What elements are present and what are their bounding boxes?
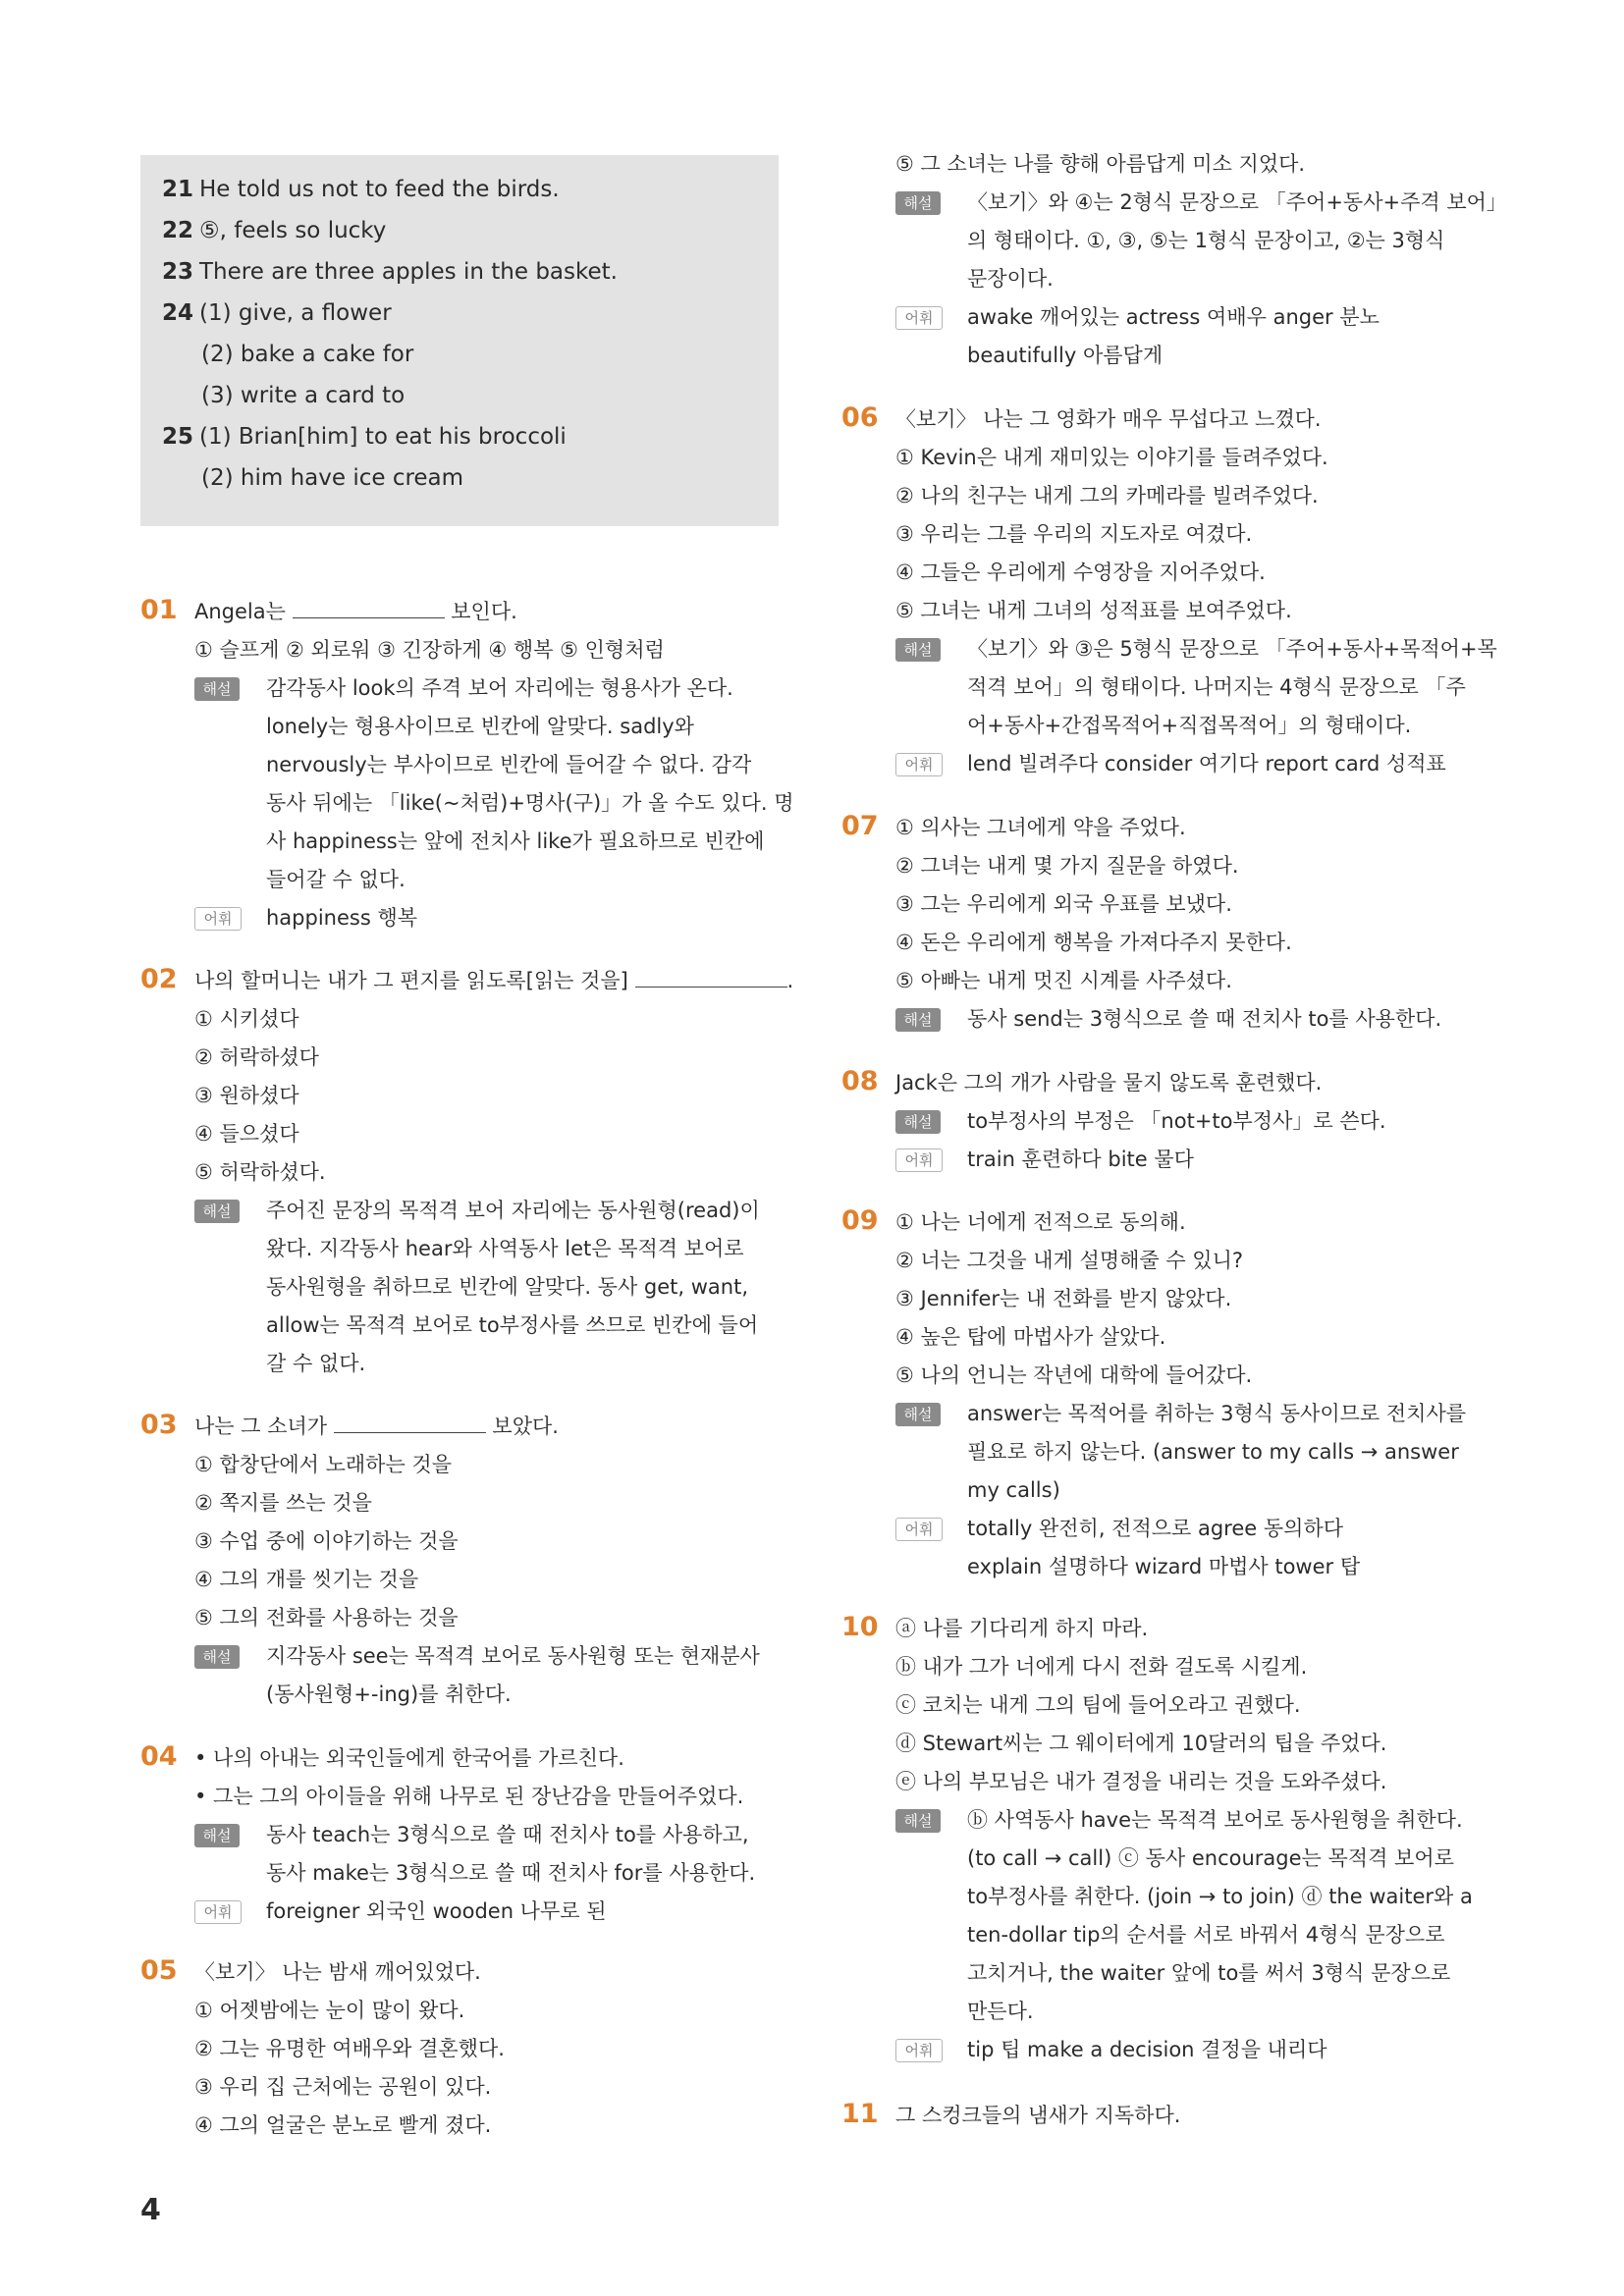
option: ⓔ 나의 부모님은 내가 결정을 내리는 것을 도와주셨다.	[895, 1770, 1387, 1793]
explanation-line: 들어갈 수 없다.	[266, 868, 406, 891]
explanation-line: nervously는 부사이므로 빈칸에 들어갈 수 없다. 감각	[266, 753, 752, 776]
question-number: 03	[140, 1410, 178, 1440]
explanation-line: 적격 보어」의 형태이다. 나머지는 4형식 문장으로 「주	[967, 675, 1466, 699]
explanation-line: 감각동사 look의 주격 보어 자리에는 형용사가 온다.	[266, 676, 733, 700]
vocab-tag: 어휘	[194, 1900, 242, 1924]
answer-24-3: (3) write a card to	[201, 383, 406, 408]
option: ⑤ 그녀는 내게 그녀의 성적표를 보여주었다.	[895, 599, 1292, 622]
explanation-line: 동사 teach는 3형식으로 쓸 때 전치사 to를 사용하고,	[266, 1823, 749, 1846]
option: ① Kevin은 내게 재미있는 이야기를 들려주었다.	[895, 446, 1328, 469]
vocab-line: awake 깨어있는 actress 여배우 anger 분노	[967, 305, 1380, 329]
answer-25: 25 (1) Brian[him] to eat his broccoli	[162, 424, 567, 450]
explanation-tag: 해설	[194, 1824, 240, 1847]
question-number: 01	[140, 595, 178, 625]
option: ② 그는 유명한 여배우와 결혼했다.	[194, 2037, 505, 2060]
explanation-line: 문장이다.	[967, 267, 1054, 291]
explanation-tag: 해설	[194, 1200, 240, 1223]
option: ② 나의 친구는 내게 그의 카메라를 빌려주었다.	[895, 484, 1319, 507]
option: ⑤ 아빠는 내게 멋진 시계를 사주셨다.	[895, 969, 1232, 992]
vocab-line: tip 팁 make a decision 결정을 내리다	[967, 2038, 1327, 2061]
explanation-line: 갈 수 없다.	[266, 1352, 366, 1375]
explanation-line: 지각동사 see는 목적격 보어로 동사원형 또는 현재분사	[266, 1644, 760, 1668]
explanation-line: 동사원형을 취하므로 빈칸에 알맞다. 동사 get, want,	[266, 1275, 749, 1299]
option: ③ 우리 집 근처에는 공원이 있다.	[194, 2075, 492, 2099]
option: ① 합창단에서 노래하는 것을	[194, 1453, 452, 1476]
question-line: Jack은 그의 개가 사람을 물지 않도록 훈련했다.	[895, 1071, 1323, 1095]
question-number: 07	[841, 811, 879, 841]
explanation-line: 〈보기〉와 ③은 5형식 문장으로 「주어+동사+목적어+목	[967, 637, 1497, 661]
explanation-tag: 해설	[895, 191, 941, 215]
explanation-line: (동사원형+-ing)를 취한다.	[266, 1682, 512, 1706]
explanation-line: 동사 뒤에는 「like(~처럼)+명사(구)」가 올 수도 있다. 명	[266, 791, 794, 815]
explanation-line: lonely는 형용사이므로 빈칸에 알맞다. sadly와	[266, 715, 694, 738]
explanation-line: 동사 send는 3형식으로 쓸 때 전치사 to를 사용한다.	[967, 1007, 1442, 1031]
explanation-tag: 해설	[895, 638, 941, 662]
vocab-tag: 어휘	[194, 907, 242, 931]
question-number: 06	[841, 402, 879, 433]
explanation-tag: 해설	[194, 1645, 240, 1669]
option: ③ Jennifer는 내 전화를 받지 않았다.	[895, 1287, 1232, 1310]
explanation-line: 만든다.	[967, 2000, 1034, 2023]
option: ② 그녀는 내게 몇 가지 질문을 하였다.	[895, 854, 1239, 878]
option: ③ 원하셨다	[194, 1084, 299, 1107]
explanation-line: my calls)	[967, 1478, 1060, 1502]
question-text: 나는 그 소녀가 보았다.	[194, 1415, 559, 1438]
answer-24-2: (2) bake a cake for	[201, 342, 414, 367]
answer-blank	[334, 1415, 486, 1433]
explanation-line: 필요로 하지 않는다. (answer to my calls → answer	[967, 1440, 1459, 1464]
option: ④ 그들은 우리에게 수영장을 지어주었다.	[895, 561, 1266, 584]
answer-blank	[635, 969, 787, 988]
option: ⑤ 그의 전화를 사용하는 것을	[194, 1606, 459, 1629]
question-line: 〈보기〉 나는 밤새 깨어있었다.	[194, 1960, 481, 1984]
options: ① 슬프게 ② 외로워 ③ 긴장하게 ④ 행복 ⑤ 인형처럼	[194, 638, 665, 662]
question-number: 04	[140, 1741, 178, 1772]
explanation-line: 사 happiness는 앞에 전치사 like가 필요하므로 빈칸에	[266, 829, 765, 853]
question-line: • 그는 그의 아이들을 위해 나무로 된 장난감을 만들어주었다.	[194, 1785, 744, 1808]
explanation-line: answer는 목적어를 취하는 3형식 동사이므로 전치사를	[967, 1402, 1467, 1425]
explanation-line: ten-dollar tip의 순서를 서로 바꿔서 4형식 문장으로	[967, 1923, 1445, 1947]
explanation-line: 주어진 문장의 목적격 보어 자리에는 동사원형(read)이	[266, 1199, 760, 1222]
question-number: 05	[140, 1955, 178, 1986]
answer-22: 22 ⑤, feels so lucky	[162, 218, 387, 243]
option: ⑤ 허락하셨다.	[194, 1160, 326, 1184]
vocab-tag: 어휘	[895, 1518, 943, 1541]
explanation-line: to부정사를 취한다. (join → to join) ⓓ the waiter와 a	[967, 1885, 1473, 1908]
answer-blank	[293, 600, 445, 618]
option: ② 쪽지를 쓰는 것을	[194, 1491, 372, 1515]
option: ⓓ Stewart씨는 그 웨이터에게 10달러의 팁을 주었다.	[895, 1732, 1387, 1755]
explanation-line: 〈보기〉와 ④는 2형식 문장으로 「주어+동사+주격 보어」	[967, 190, 1507, 214]
option: ③ 우리는 그를 우리의 지도자로 여겼다.	[895, 522, 1253, 546]
question-line: 그 스컹크들의 냄새가 지독하다.	[895, 2104, 1181, 2127]
option: ⓑ 내가 그가 너에게 다시 전화 걸도록 시킬게.	[895, 1655, 1308, 1679]
explanation-line: 왔다. 지각동사 hear와 사역동사 let은 목적격 보어로	[266, 1237, 744, 1260]
option: ① 의사는 그녀에게 약을 주었다.	[895, 816, 1186, 839]
option: ⓒ 코치는 내게 그의 팀에 들어오라고 권했다.	[895, 1693, 1301, 1717]
option: ④ 돈은 우리에게 행복을 가져다주지 못한다.	[895, 931, 1292, 954]
explanation-line: 고치거나, the waiter 앞에 to를 써서 3형식 문장으로	[967, 1961, 1451, 1985]
explanation-line: allow는 목적격 보어로 to부정사를 쓰므로 빈칸에 들어	[266, 1313, 759, 1337]
question-number: 02	[140, 964, 178, 994]
explanation-line: 의 형태이다. ①, ③, ⑤는 1형식 문장이고, ②는 3형식	[967, 229, 1445, 252]
option: ⓐ 나를 기다리게 하지 마라.	[895, 1617, 1149, 1640]
option: ④ 높은 탑에 마법사가 살았다.	[895, 1325, 1166, 1349]
question-number: 11	[841, 2099, 879, 2129]
vocab-line: totally 완전히, 전적으로 agree 동의하다	[967, 1517, 1344, 1540]
page-number: 4	[140, 2193, 161, 2227]
vocab-line: foreigner 외국인 wooden 나무로 된	[266, 1899, 607, 1923]
option: ④ 그의 얼굴은 분노로 빨게 졌다.	[194, 2113, 492, 2137]
option: ② 허락하셨다	[194, 1045, 319, 1069]
vocab-line: beautifully 아름답게	[967, 344, 1164, 367]
option: ② 너는 그것을 내게 설명해줄 수 있니?	[895, 1249, 1244, 1272]
vocab-tag: 어휘	[895, 753, 943, 776]
question-number: 10	[841, 1612, 879, 1642]
explanation-line: (to call → call) ⓒ 동사 encourage는 목적격 보어로	[967, 1846, 1454, 1870]
explanation-tag: 해설	[895, 1403, 941, 1426]
vocab-line: train 훈련하다 bite 물다	[967, 1148, 1194, 1171]
vocab-tag: 어휘	[895, 2039, 943, 2062]
vocab-line: happiness 행복	[266, 906, 418, 930]
answer-21: 21 He told us not to feed the birds.	[162, 177, 560, 202]
option: ③ 그는 우리에게 외국 우표를 보냈다.	[895, 892, 1232, 916]
option: ① 나는 너에게 전적으로 동의해.	[895, 1210, 1186, 1234]
explanation-line: to부정사의 부정은 「not+to부정사」로 쓴다.	[967, 1109, 1386, 1133]
answer-24: 24 (1) give, a flower	[162, 300, 392, 326]
explanation-line: ⓑ 사역동사 have는 목적격 보어로 동사원형을 취한다.	[967, 1808, 1463, 1832]
answer-box	[140, 155, 779, 526]
explanation-tag: 해설	[895, 1110, 941, 1134]
option: ⑤ 그 소녀는 나를 향해 아름답게 미소 지었다.	[895, 152, 1306, 176]
option: ① 어젯밤에는 눈이 많이 왔다.	[194, 1999, 465, 2022]
question-number: 08	[841, 1066, 879, 1096]
option: ④ 그의 개를 씻기는 것을	[194, 1568, 419, 1591]
question-number: 09	[841, 1205, 879, 1236]
vocab-line: explain 설명하다 wizard 마법사 tower 탑	[967, 1555, 1361, 1578]
explanation-line: 동사 make는 3형식으로 쓸 때 전치사 for를 사용한다.	[266, 1861, 756, 1885]
option: ① 시키셨다	[194, 1007, 299, 1031]
answer-23: 23 There are three apples in the basket.	[162, 259, 618, 285]
explanation-tag: 해설	[895, 1008, 941, 1032]
question-line: • 나의 아내는 외국인들에게 한국어를 가르친다.	[194, 1746, 624, 1770]
vocab-tag: 어휘	[895, 1148, 943, 1172]
explanation-line: 어+동사+간접목적어+직접목적어」의 형태이다.	[967, 714, 1412, 737]
answer-25-2: (2) him have ice cream	[201, 465, 464, 491]
option: ⑤ 나의 언니는 작년에 대학에 들어갔다.	[895, 1363, 1253, 1387]
vocab-line: lend 빌려주다 consider 여기다 report card 성적표	[967, 752, 1446, 775]
question-text: Angela는 보인다.	[194, 600, 517, 623]
explanation-tag: 해설	[194, 677, 240, 701]
option: ④ 들으셨다	[194, 1122, 299, 1146]
explanation-tag: 해설	[895, 1809, 941, 1833]
question-line: 〈보기〉 나는 그 영화가 매우 무섭다고 느꼈다.	[895, 407, 1322, 431]
question-text: 나의 할머니는 내가 그 편지를 읽도록[읽는 것을] .	[194, 969, 794, 992]
option: ③ 수업 중에 이야기하는 것을	[194, 1529, 459, 1553]
vocab-tag: 어휘	[895, 306, 943, 330]
